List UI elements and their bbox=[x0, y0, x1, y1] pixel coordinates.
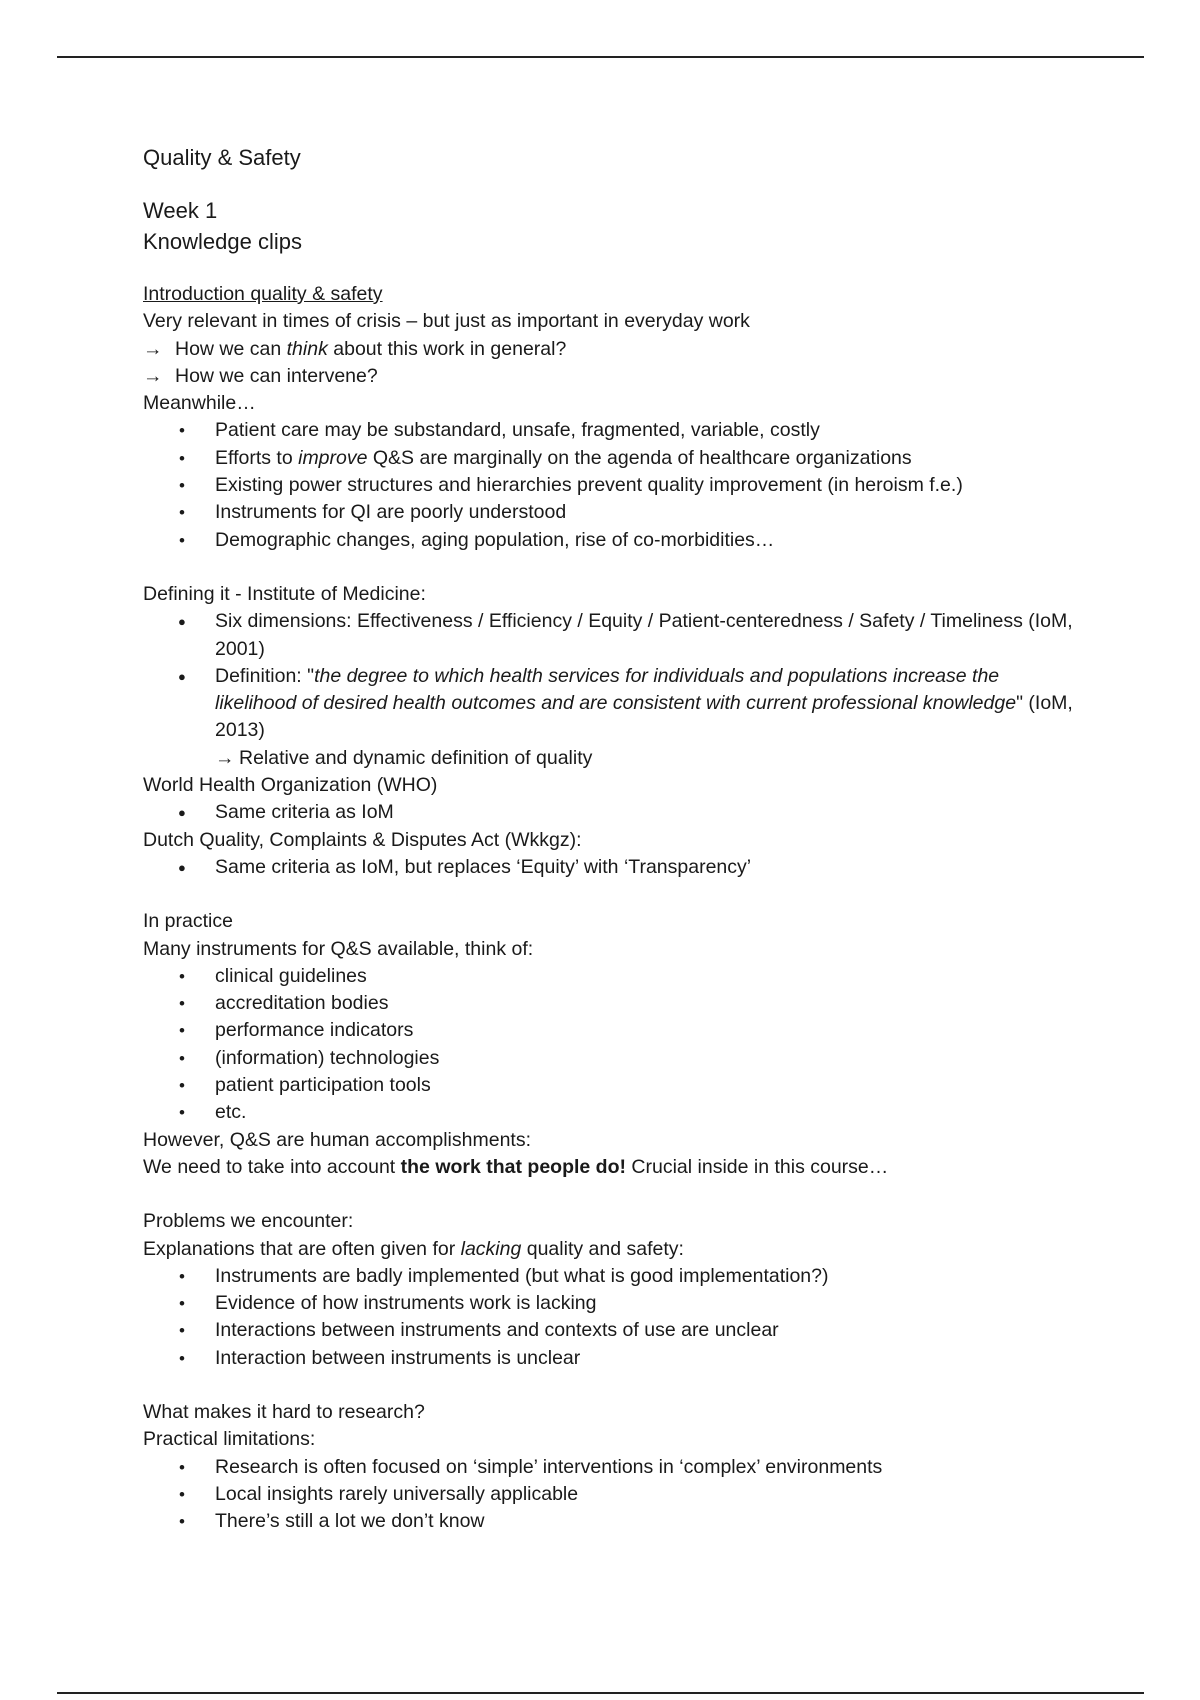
intro-heading: Introduction quality & safety bbox=[143, 283, 383, 305]
list-item: • Instruments are badly implemented (but what is good implementation?) bbox=[143, 1263, 1083, 1290]
intro-line: Very relevant in times of crisis – but just as important in everyday work bbox=[143, 310, 750, 333]
list-item: • There’s still a lot we don’t know bbox=[143, 1508, 1083, 1535]
footer-rule bbox=[57, 1692, 1144, 1694]
intro-arrow-2: → How we can intervene? bbox=[143, 363, 1083, 390]
list-item: ● Same criteria as IoM, but replaces ‘Equity’ with ‘Transparency’ bbox=[143, 854, 1083, 881]
list-item: • Demographic changes, aging population, rise of co-morbidities… bbox=[143, 527, 1083, 554]
research-line: Practical limitations: bbox=[143, 1428, 316, 1451]
dutch-heading: Dutch Quality, Complaints & Disputes Act (Wkkgz): bbox=[143, 828, 582, 851]
intro-arrow-1: → How we can think about this work in general? bbox=[143, 336, 1083, 363]
practice-line: Many instruments for Q&S available, think of: bbox=[143, 937, 534, 960]
defining-heading: Defining it - Institute of Medicine: bbox=[143, 582, 426, 605]
defining-arrow: → Relative and dynamic definition of quality bbox=[143, 745, 1083, 772]
list-item: • Patient care may be substandard, unsafe, fragmented, variable, costly bbox=[143, 417, 1083, 444]
list-item: • performance indicators bbox=[143, 1017, 1083, 1044]
practice-heading: In practice bbox=[143, 910, 233, 933]
list-item: • Existing power structures and hierarchies prevent quality improvement (in heroism f.e.) bbox=[143, 472, 1083, 499]
who-heading: World Health Organization (WHO) bbox=[143, 774, 438, 797]
list-item: • Instruments for QI are poorly understood bbox=[143, 499, 1083, 526]
problems-line: Explanations that are often given for lacking quality and safety: bbox=[143, 1237, 684, 1260]
list-item: ● Six dimensions: Effectiveness / Efficiency / Equity / Patient-centeredness / Safety / Timeliness (IoM, 2001) bbox=[143, 608, 1083, 663]
doc-subtitle: Knowledge clips bbox=[143, 228, 302, 254]
arrow-icon: → bbox=[143, 337, 163, 360]
however-line: However, Q&S are human accomplishments: bbox=[143, 1128, 532, 1151]
problems-heading: Problems we encounter: bbox=[143, 1210, 354, 1233]
list-item: • Research is often focused on ‘simple’ interventions in ‘complex’ environments bbox=[143, 1454, 1083, 1481]
list-item: • Efforts to improve Q&S are marginally on the agenda of healthcare organizations bbox=[143, 445, 1083, 472]
document-body bbox=[143, 144, 1083, 1535]
arrow-icon: → bbox=[143, 364, 163, 387]
header-rule bbox=[57, 56, 1144, 58]
list-item: ● Definition: "the degree to which health services for individuals and populations increase the likelihood of desired health outcomes and are consistent with current professional knowledge" (IoM, 2013) bbox=[143, 663, 1083, 745]
dutch-list bbox=[143, 854, 1083, 881]
who-list bbox=[143, 799, 1083, 826]
list-item: • Interactions between instruments and contexts of use are unclear bbox=[143, 1317, 1083, 1344]
list-item: • (information) technologies bbox=[143, 1045, 1083, 1072]
doc-title: Quality & Safety bbox=[143, 145, 301, 170]
problems-list bbox=[143, 1263, 1083, 1372]
arrow-icon: → bbox=[215, 746, 235, 769]
list-item: • clinical guidelines bbox=[143, 963, 1083, 990]
defining-list bbox=[143, 608, 1083, 744]
practice-list bbox=[143, 963, 1083, 1127]
intro-list bbox=[143, 417, 1083, 553]
list-item: • accreditation bodies bbox=[143, 990, 1083, 1017]
list-item: • Local insights rarely universally applicable bbox=[143, 1481, 1083, 1508]
list-item: • Interaction between instruments is unclear bbox=[143, 1345, 1083, 1372]
research-heading: What makes it hard to research? bbox=[143, 1400, 425, 1423]
meanwhile-label: Meanwhile… bbox=[143, 392, 256, 415]
list-item: ● Same criteria as IoM bbox=[143, 799, 1083, 826]
research-list bbox=[143, 1454, 1083, 1536]
list-item: • etc. bbox=[143, 1099, 1083, 1126]
need-line: We need to take into account the work that people do! Crucial inside in this course… bbox=[143, 1155, 889, 1178]
week-label: Week 1 bbox=[143, 198, 218, 223]
list-item: • patient participation tools bbox=[143, 1072, 1083, 1099]
list-item: • Evidence of how instruments work is lacking bbox=[143, 1290, 1083, 1317]
